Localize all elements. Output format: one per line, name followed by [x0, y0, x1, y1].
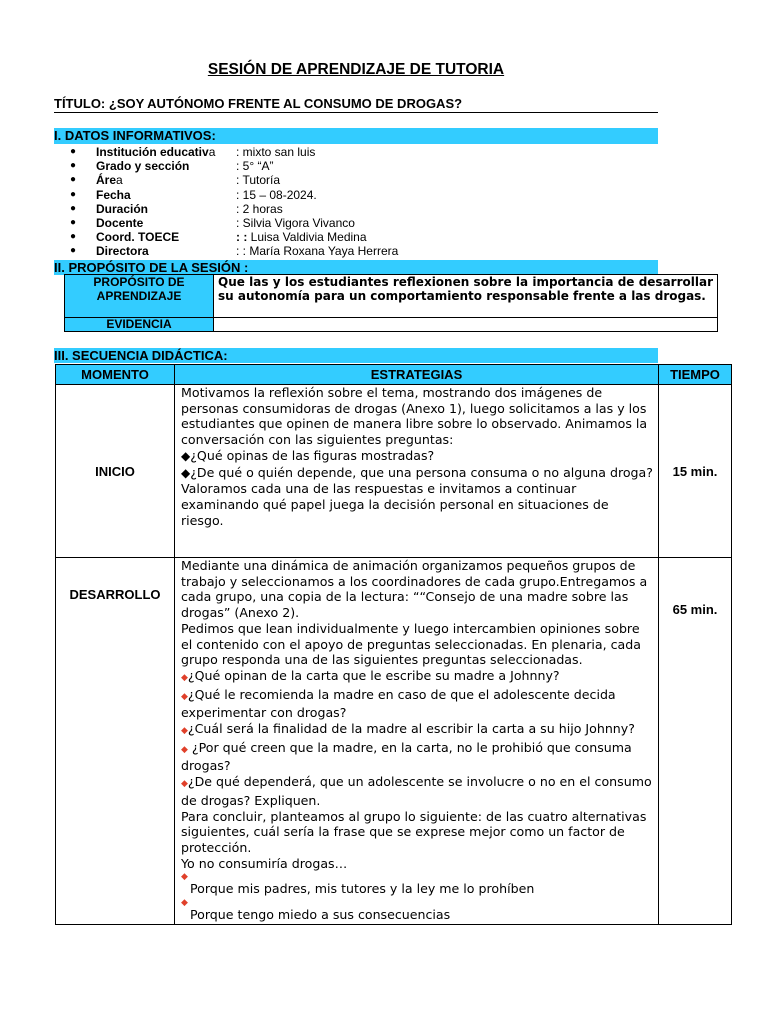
proposito-label: PROPÓSITO DE APRENDIZAJE — [65, 275, 214, 318]
bullet-icon: ● — [70, 146, 77, 157]
page-title: SESIÓN DE APRENDIZAJE DE TUTORIA — [207, 61, 505, 78]
red-diamond-icon: ◆ — [181, 898, 188, 909]
table-row-desarrollo — [56, 558, 732, 925]
table-row — [65, 318, 718, 332]
tiempo-desarrollo: 65 min. — [659, 558, 732, 925]
paragraph: Motivamos la reflexión sobre el tema, mostrando dos imágenes de personas consumidoras de drogas (Anexo 1), luego solicitamos a las y los estudiantes que opinen de manera libre sobre lo observado. Animamos la conversación con las siguientes preguntas: — [181, 385, 648, 448]
red-diamond-icon: ◆ — [181, 691, 188, 702]
red-diamond-icon: ◆ — [181, 872, 188, 883]
paragraph: Mediante una dinámica de animación organizamos pequeños grupos de trabajo y seleccionamos a los coordinadores de cada grupo.Entregamos a cada grupo, una copia de la lectura: ““Consejo de una madre sobre las drogas” (Anexo 2). — [181, 558, 648, 621]
diamond-icon: ◆ — [181, 448, 191, 463]
estrategias-inicio — [175, 385, 659, 558]
red-diamond-icon: ◆ — [181, 726, 188, 737]
datos-label: Grado y sección — [96, 159, 190, 174]
paragraph: Para concluir, planteamos al grupo lo siguiente: de las cuatro alternativas siguientes, cuál sería la frase que se exprese mejor como un factor de protección. — [181, 808, 647, 855]
datos-value: : : María Roxana Yaya Herrera — [236, 244, 399, 259]
question-item: ◆¿Qué opinas de las figuras mostradas? — [181, 447, 435, 463]
column-header-tiempo: TIEMPO — [659, 365, 732, 385]
datos-label: Duración — [96, 201, 149, 216]
question-item: ◆¿Qué opinan de la carta que le escribe su madre a Johnny? — [181, 667, 560, 683]
datos-label: Áre — [96, 173, 117, 188]
bullet-icon: ● — [70, 245, 77, 257]
momento-inicio: INICIO — [56, 385, 175, 558]
datos-label: Fecha — [96, 187, 131, 202]
datos-label: Directora — [96, 244, 149, 259]
table-row — [65, 275, 718, 318]
datos-label: Institución educativ — [96, 145, 209, 159]
bullet-icon: ● — [70, 231, 77, 243]
datos-value: : 15 – 08-2024. — [236, 187, 317, 202]
question-item: ◆ ¿Por qué creen que la madre, en la carta, no le prohibió que consuma drogas? — [181, 739, 632, 774]
secuencia-heading: III. SECUENCIA DIDÁCTICA: — [54, 348, 658, 363]
datos-value: : 5° “A” — [236, 159, 274, 174]
paragraph: Yo no consumiría drogas… — [181, 855, 348, 871]
secuencia-table — [55, 364, 732, 925]
bullet-icon: ● — [70, 188, 77, 200]
question-item: ◆¿De qué o quién depende, que una persona consuma o no alguna droga? — [181, 464, 653, 480]
question-item: ◆¿De qué dependerá, que un adolescente se involucre o no en el consumo de drogas? Expliquen. — [181, 774, 652, 808]
paragraph: Pedimos que lean individualmente y luego intercambien opiniones sobre el contenido con el apoyo de preguntas seleccionadas. En plenaria, cada grupo responda una de las siguientes preguntas seleccionadas. — [181, 620, 641, 668]
column-header-momento: MOMENTO — [56, 365, 175, 385]
option-item: ◆ Porque tengo miedo a sus consecuencias — [181, 897, 654, 924]
bullet-icon: ● — [70, 160, 77, 172]
column-header-estrategias: ESTRATEGIAS — [175, 365, 659, 385]
proposito-heading: II. PROPÓSITO DE LA SESIÓN : — [54, 260, 658, 275]
question-item: ◆¿Cuál será la finalidad de la madre al escribir la carta a su hijo Johnny? — [181, 721, 635, 737]
evidencia-label: EVIDENCIA — [65, 318, 214, 332]
datos-value: Luisa Valdivia Medina — [247, 230, 367, 245]
option-item: ◆ Porque mis padres, mis tutores y la ley me lo prohíben — [181, 871, 654, 897]
paragraph: Valoramos cada una de las respuestas e invitamos a continuar examinando qué papel juega la decisión personal en situaciones de riesgo. — [181, 481, 609, 528]
proposito-text: Que las y los estudiantes reflexionen sobre la importancia de desarrollar su autonomía para un comportamiento responsable frente a las drogas. — [214, 275, 718, 318]
estrategias-desarrollo — [175, 558, 659, 925]
red-diamond-icon: ◆ — [181, 779, 188, 790]
bullet-icon: ● — [70, 202, 77, 214]
bullet-icon: ● — [70, 216, 77, 228]
datos-value: : mixto san luis — [236, 145, 316, 159]
datos-value: : 2 horas — [236, 201, 283, 216]
datos-label: Docente — [96, 215, 144, 230]
momento-desarrollo: DESARROLLO — [56, 558, 175, 925]
datos-value: : Silvia Vigora Vivanco — [236, 215, 355, 230]
question-item: ◆¿Qué le recomienda la madre en caso de que el adolescente decida experimentar con drogas? — [181, 686, 616, 721]
session-subtitle: TÍTULO: ¿SOY AUTÓNOMO FRENTE AL CONSUMO DE DROGAS? — [54, 96, 658, 113]
datos-value: : Tutoría — [236, 173, 281, 188]
proposito-table — [64, 274, 718, 332]
table-row-inicio — [56, 385, 732, 558]
datos-heading: I. DATOS INFORMATIVOS: — [54, 128, 658, 144]
diamond-icon: ◆ — [181, 465, 191, 480]
table-header-row — [56, 365, 732, 385]
red-diamond-icon: ◆ — [181, 744, 188, 755]
bullet-icon: ● — [70, 174, 77, 186]
datos-label: Coord. TOECE — [96, 230, 180, 245]
red-diamond-icon: ◆ — [181, 672, 188, 683]
tiempo-inicio: 15 min. — [659, 385, 732, 558]
datos-value-prefix: : : — [236, 230, 248, 245]
evidencia-value — [214, 318, 718, 332]
